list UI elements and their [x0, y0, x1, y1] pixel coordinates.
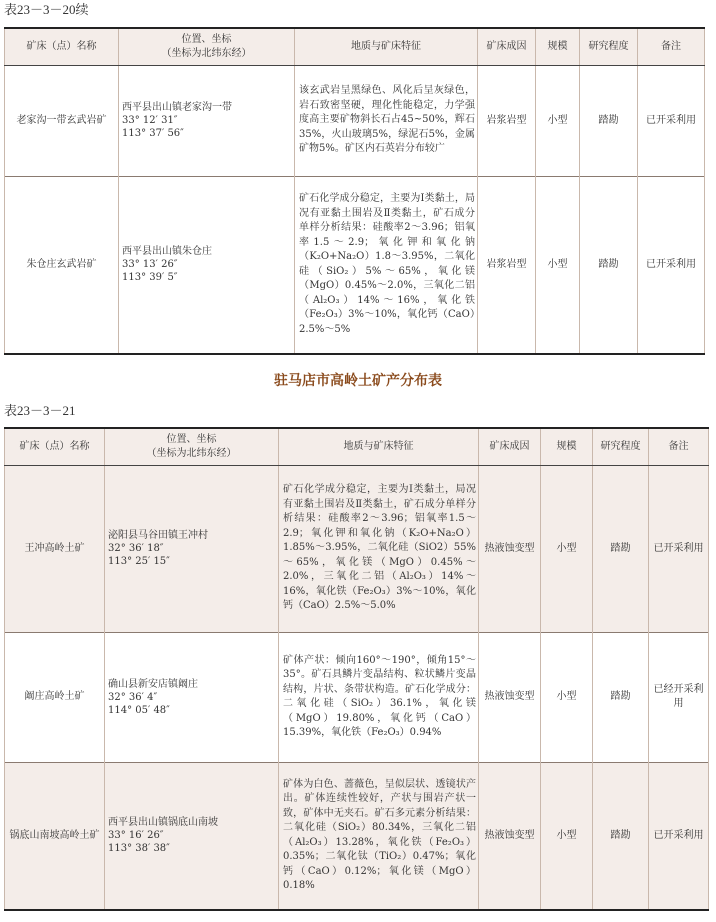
- location-place: 确山县新安店镇阚庄: [108, 678, 198, 690]
- location-lat: 32° 36′ 4″: [108, 691, 158, 703]
- cell-research: 踏勘: [593, 762, 649, 910]
- cell-scale: 小型: [541, 762, 593, 910]
- cell-genesis: 热液蚀变型: [479, 632, 541, 762]
- cell-genesis: 岩浆岩型: [478, 176, 536, 354]
- header-note: 备注: [638, 28, 705, 65]
- header-scale: 规模: [536, 28, 580, 65]
- location-place: 西平县出山镇锅底山南坡: [108, 817, 218, 829]
- location-lon: 114° 05′ 48″: [108, 704, 170, 716]
- header-genesis: 矿床成因: [478, 28, 536, 65]
- cell-location: [119, 65, 295, 176]
- header-note: 备注: [649, 428, 709, 465]
- location-lat: 33° 12′ 31″: [122, 115, 178, 126]
- table2: [4, 427, 709, 911]
- table2-caption: 表23－3－21: [4, 403, 76, 418]
- cell-research: 踏勘: [580, 65, 638, 176]
- cell-name: 王冲高岭土矿: [5, 465, 105, 632]
- location-lat: 32° 36′ 18″: [108, 543, 164, 554]
- location-lon: 113° 37′ 56″: [122, 128, 184, 139]
- header-location: [105, 428, 279, 465]
- cell-scale: 小型: [541, 465, 593, 632]
- table-row: [5, 176, 705, 354]
- cell-scale: 小型: [541, 632, 593, 762]
- location-place: 西平县出山镇朱仓庄: [122, 246, 212, 258]
- cell-note: 已开采利用: [649, 762, 709, 910]
- cell-note: 已开采利用: [638, 65, 705, 176]
- cell-genesis: 热液蚀变型: [479, 465, 541, 632]
- header-research: 研究程度: [593, 428, 649, 465]
- location-lon: 113° 25′ 15″: [108, 556, 170, 567]
- table-row: [5, 632, 709, 762]
- location-lat: 33° 16′ 26″: [108, 830, 164, 842]
- cell-research: 踏勘: [580, 176, 638, 354]
- table-row: [5, 65, 705, 176]
- cell-name: 老家沟一带玄武岩矿: [5, 65, 119, 176]
- header-location: [119, 28, 295, 65]
- cell-name: 阚庄高岭土矿: [5, 632, 105, 762]
- table2-header-row: [5, 428, 709, 465]
- table-row: [5, 465, 709, 632]
- location-lon: 113° 38′ 38″: [108, 843, 170, 855]
- cell-genesis: 岩浆岩型: [478, 65, 536, 176]
- cell-geology: 矿石化学成分稳定，主要为Ⅰ类黏土，局况有亚黏土围岩及Ⅱ类黏土，矿石成分单样分析结果：硅酸率2～3.96；铝氧率1.5～2.9；氧化钾和氧化钠（K₂O+Na₂O）1.8～3.95%，二氧化硅（SiO₂）5%～65%，氧化镁（MgO）0.45%～2.0%，三氧化二铝（Al₂O₃）14%～16%，氧化铁（Fe₂O₃）3%～10%，氧化钙（CaO）2.5%～5%: [295, 176, 478, 354]
- header-scale: 规模: [541, 428, 593, 465]
- header-location-line1: 位置、坐标: [166, 433, 217, 445]
- cell-genesis: 热液蚀变型: [479, 762, 541, 910]
- header-location-line2: （坐标为北纬东经）: [146, 447, 237, 459]
- cell-scale: 小型: [536, 65, 580, 176]
- cell-note: 已开采利用: [649, 465, 709, 632]
- header-geology: 地质与矿床特征: [295, 28, 478, 65]
- header-geology: 地质与矿床特征: [279, 428, 479, 465]
- cell-scale: 小型: [536, 176, 580, 354]
- header-location-line1: 位置、坐标: [181, 33, 232, 45]
- table-row: [5, 762, 709, 910]
- header-genesis: 矿床成因: [479, 428, 541, 465]
- location-place: 西平县出山镇老家沟一带: [122, 102, 232, 113]
- location-lon: 113° 39′ 5″: [122, 272, 178, 284]
- cell-location: [105, 632, 279, 762]
- header-name: 矿床（点）名称: [5, 28, 119, 65]
- cell-note: 已开采利用: [638, 176, 705, 354]
- header-research: 研究程度: [580, 28, 638, 65]
- table1-caption: 表23－3－20续: [4, 2, 89, 17]
- table1: [4, 27, 705, 355]
- location-lat: 33° 13′ 26″: [122, 259, 178, 271]
- cell-geology: 该玄武岩呈黑绿色、风化后呈灰绿色，岩石致密坚硬，理化性能稳定，力学强度高主要矿物斜长石占45~50%，辉石35%，火山玻璃5%，绿泥石5%，金属矿物5%。矿区内石英岩分布较广: [295, 65, 478, 176]
- cell-research: 踏勘: [593, 465, 649, 632]
- table2-title: 驻马店市高岭土矿产分布表: [274, 373, 442, 389]
- table1-header-row: [5, 28, 705, 65]
- cell-geology: 矿体产状：倾向160°～190°，倾角15°～35°。矿石具鳞片变晶结构、粒状鳞片变晶结构，片状、条带状构造。矿石化学成分：二氧化硅（SiO₂）36.1%，氧化镁（MgO）19.80%，氧化钙（CaO）15.39%，氧化铁（Fe₂O₃）0.94%: [279, 632, 479, 762]
- cell-geology: 矿体为白色、蔷薇色，呈似层状、透镜状产出。矿体连续性较好，产状与围岩产状一致，矿体中无夹石。矿石多元素分析结果：二氧化硅（SiO₂）80.34%，三氧化二铝（Al₂O₃）13.28%，氧化铁（Fe₂O₃）0.35%；二氧化钛（TiO₂）0.47%；氧化钙（CaO）0.12%；氧化镁（MgO）0.18%: [279, 762, 479, 910]
- cell-name: 朱仓庄玄武岩矿: [5, 176, 119, 354]
- cell-name: 锅底山南坡高岭土矿: [5, 762, 105, 910]
- cell-research: 踏勘: [593, 632, 649, 762]
- location-place: 泌阳县马谷田镇王冲村: [108, 530, 208, 541]
- cell-location: [119, 176, 295, 354]
- cell-location: [105, 762, 279, 910]
- cell-geology: 矿石化学成分稳定，主要为Ⅰ类黏土，局况有亚黏土围岩及Ⅱ类黏土，矿石成分单样分析结果：硅酸率2～3.96；铝氧率1.5～2.9；氧化钾和氧化钠（K₂O+Na₂O）1.85%～3.95%，二氧化硅（SiO2）55%～65%，氧化镁（MgO）0.45%～2.0%，三氧化二铝（Al₂O₃）14%～16%，氧化铁（Fe₂O₃）3%～10%，氧化钙（CaO）2.5%～5.0%: [279, 465, 479, 632]
- header-name: 矿床（点）名称: [5, 428, 105, 465]
- header-location-line2: （坐标为北纬东经）: [161, 47, 252, 59]
- cell-location: [105, 465, 279, 632]
- cell-note: 已经开采利用: [649, 632, 709, 762]
